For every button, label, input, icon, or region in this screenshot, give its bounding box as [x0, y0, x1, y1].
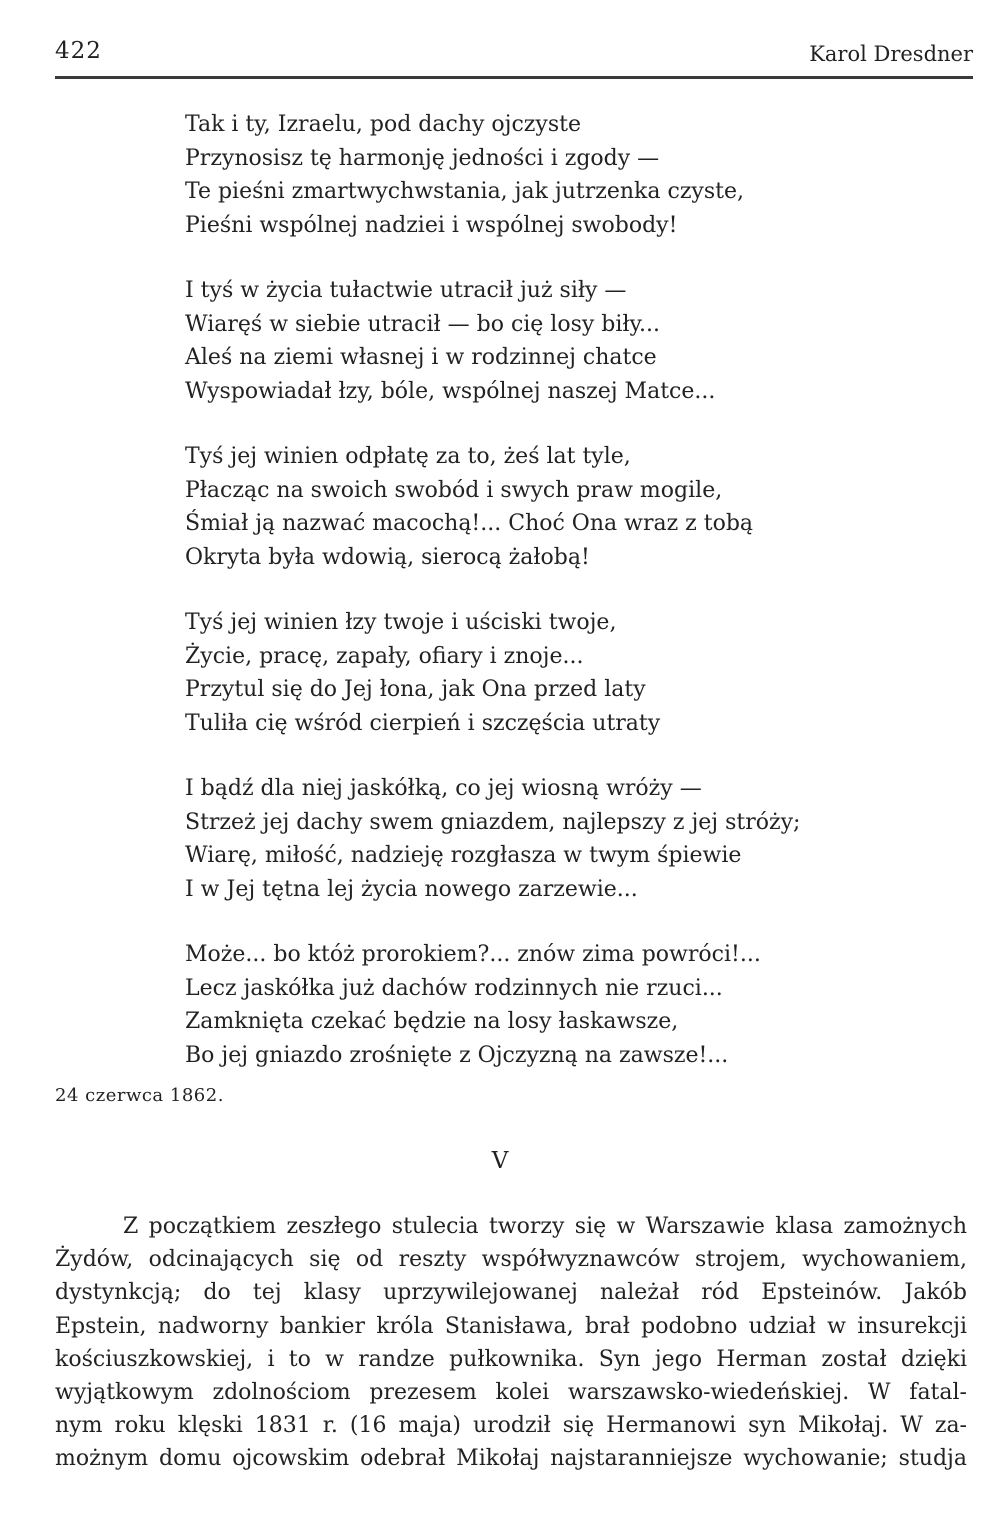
verse-line: Wiaręś w siebie utracił — bo cię losy biły...: [185, 311, 661, 337]
verse-line: Życie, pracę, zapały, ofiary i znoje...: [185, 643, 584, 669]
verse-line: Przynosisz tę harmonję jedności i zgody —: [185, 145, 660, 171]
verse-line: Płacząc na swoich swobód i swych praw mogile,: [185, 477, 723, 503]
verse-line: I tyś w życia tułactwie utracił już siły —: [185, 278, 627, 303]
verse-line: Tyś jej winien odpłatę za to, żeś lat tyle,: [185, 444, 631, 469]
poem-stanza-1: [185, 108, 885, 242]
verse-line: Te pieśni zmartwychwstania, jak jutrzenka czyste,: [185, 179, 744, 204]
prose-line: wyjątkowym zdolnościom prezesem kolei warszawsko-wiedeńskiej. W fatal-: [55, 1380, 967, 1406]
running-head-author: Karol Dresdner: [809, 42, 973, 66]
prose-line: dystynkcją; do tej klasy uprzywilejowanej należał ród Epsteinów. Jakób: [55, 1280, 967, 1306]
verse-line: Aleś na ziemi własnej i w rodzinnej chatce: [185, 345, 657, 370]
verse-line: Wiarę, miłość, nadzieję rozgłasza w twym śpiewie: [185, 843, 742, 868]
poem-stanza-2: [185, 274, 885, 408]
verse-line: Zamknięta czekać będzie na losy łaskawsze,: [185, 1009, 679, 1034]
verse-line: Przytul się do Jej łona, jak Ona przed laty: [185, 677, 646, 702]
verse-line: Okryta była wdowią, sierocą żałobą!: [185, 544, 590, 570]
prose-line: Żydów, odcinających się od reszty współwyznawców strojem, wychowaniem,: [55, 1247, 967, 1273]
prose-line: możnym domu ojcowskim odebrał Mikołaj najstaranniejsze wychowanie; studja: [55, 1446, 967, 1472]
page-header: [55, 38, 973, 78]
poem-stanza-6: [185, 938, 885, 1072]
section-heading: V: [491, 1148, 509, 1174]
verse-line: Tak i ty, Izraelu, pod dachy ojczyste: [185, 112, 581, 137]
verse-line: I w Jej tętna lej życia nowego zarzewie...: [185, 876, 638, 902]
poem-date: 24 czerwca 1862.: [55, 1085, 224, 1106]
verse-line: Śmiał ją nazwać macochą!... Choć Ona wraz z tobą: [185, 511, 754, 536]
prose-line: kościuszkowskiej, i to w randze pułkownika. Syn jego Herman został dzięki: [55, 1346, 967, 1372]
prose-line: Epstein, nadworny bankier króla Stanisława, brał podobno udział w insurekcji: [55, 1313, 967, 1339]
header-rule: [55, 76, 973, 79]
verse-line: Pieśni wspólnej nadziei i wspólnej swobody!: [185, 212, 678, 238]
page-number: 422: [55, 38, 102, 64]
poem: [185, 108, 885, 1104]
verse-line: I bądź dla niej jaskółką, co jej wiosną wróży —: [185, 776, 702, 801]
prose-line: nym roku klęski 1831 r. (16 maja) urodził się Hermanowi syn Mikołaj. W za-: [55, 1413, 967, 1439]
verse-line: Tuliła cię wśród cierpień i szczęścia utraty: [185, 710, 661, 736]
prose-paragraph: [55, 1210, 967, 1476]
poem-stanza-3: [185, 440, 885, 574]
verse-line: Wyspowiadał łzy, bóle, wspólnej naszej Matce...: [185, 378, 716, 404]
prose-line: Z początkiem zeszłego stulecia tworzy się w Warszawie klasa zamożnych: [123, 1214, 967, 1239]
poem-stanza-5: [185, 772, 885, 906]
verse-line: Bo jej gniazdo zrośnięte z Ojczyzną na zawsze!...: [185, 1042, 729, 1068]
poem-stanza-4: [185, 606, 885, 740]
verse-line: Tyś jej winien łzy twoje i uściski twoje,: [185, 610, 617, 635]
verse-line: Może... bo któż prorokiem?... znów zima powróci!...: [185, 942, 761, 967]
verse-line: Lecz jaskółka już dachów rodzinnych nie rzuci...: [185, 975, 723, 1001]
verse-line: Strzeż jej dachy swem gniazdem, najlepszy z jej stróży;: [185, 809, 801, 835]
